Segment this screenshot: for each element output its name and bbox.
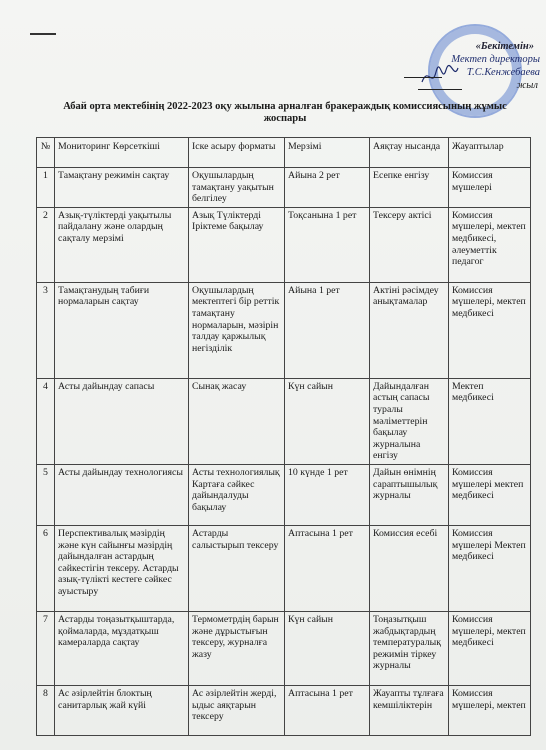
header-format: Іске асыру форматы [189,138,285,168]
row-responsible: Комиссия мүшелері, мектеп [449,685,531,735]
document-title-line2: жоспары [263,113,307,124]
table-row [37,378,531,464]
row-number: 3 [37,282,55,378]
table-row [37,611,531,685]
row-number: 1 [37,168,55,208]
row-responsible: Комиссия мүшелері Мектеп медбикесі [449,525,531,611]
header-indicator: Мониторинг Көрсеткіші [55,138,189,168]
row-completion: Тексеру актісі [370,207,449,282]
table-row [37,525,531,611]
row-indicator: Азық-түліктерді уақытылы пайдалану және олардың сақталу мерзімі [55,207,189,282]
row-completion: Комиссия есебі [370,525,449,611]
row-term: Айына 2 рет [285,168,370,208]
approval-position: Мектеп директоры [451,54,540,65]
approval-title: «Бекітемін» [475,41,534,52]
row-completion: Дайындалған астың сапасы туралы мәліметтерін бақылау журналына енгізу [370,378,449,464]
row-responsible: Комиссия мүшелері [449,168,531,208]
approval-name: Т.С.Кенжебаева [466,67,540,78]
header-responsible: Жауаптылар [449,138,531,168]
row-responsible: Мектеп медбикесі [449,378,531,464]
row-responsible: Комиссия мүшелері мектеп медбикесі [449,464,531,525]
document-title [40,101,530,125]
table-row [37,464,531,525]
approval-block [400,40,540,92]
plan-table [36,137,531,736]
approval-date: жыл [516,80,538,91]
row-format: Ас әзірлейтін жерді, ыдыс аяқтарын тексеру [189,685,285,735]
row-term: Айына 1 рет [285,282,370,378]
row-term: Күн сайын [285,378,370,464]
row-completion: Есепке енгізу [370,168,449,208]
row-indicator: Асты дайындау технологиясы [55,464,189,525]
header-rule [30,33,56,35]
row-indicator: Тамақтанудың табиғи нормаларын сақтау [55,282,189,378]
row-format: Сынақ жасау [189,378,285,464]
row-number: 5 [37,464,55,525]
row-term: 10 күнде 1 рет [285,464,370,525]
row-number: 8 [37,685,55,735]
row-completion: Дайын өнімнің сараптышылық журналы [370,464,449,525]
row-indicator: Ас әзірлейтін блоктың санитарлық жай күйі [55,685,189,735]
row-responsible: Комиссия мүшелері, мектеп медбикесі, әлеуметтік педагог [449,207,531,282]
row-term: Тоқсанына 1 рет [285,207,370,282]
table-row [37,685,531,735]
table-header-row [37,138,531,168]
row-format: Азық Түліктерді Іріктеме бақылау [189,207,285,282]
row-format: Асты технологиялық Картаға сәйкес дайындалуды бақылау [189,464,285,525]
row-indicator: Тамақтану режимін сақтау [55,168,189,208]
row-number: 7 [37,611,55,685]
document-title-line1: Абай орта мектебінің 2022-2023 оқу жылына арналған бракераждық комиссиясының жұмыс [63,101,507,112]
row-format: Астарды салыстырып тексеру [189,525,285,611]
row-term: Аптасына 1 рет [285,685,370,735]
header-number: № [37,138,55,168]
row-number: 2 [37,207,55,282]
row-format: Оқушылардың тамақтану уақытын белгілеу [189,168,285,208]
row-completion: Тоңазытқыш жабдықтардың температуралық режимін тіркеу журналы [370,611,449,685]
header-term: Мерзімі [285,138,370,168]
row-term: Аптасына 1 рет [285,525,370,611]
row-number: 4 [37,378,55,464]
row-format: Оқушылардың мектептегі бір реттік тамақтану нормаларын, мәзірін талдау қаржылық негізділік [189,282,285,378]
row-number: 6 [37,525,55,611]
row-responsible: Комиссия мүшелері, мектеп медбикесі [449,611,531,685]
row-completion: Актіні рәсімдеу анықтамалар [370,282,449,378]
row-completion: Жауапты тұлғаға кемшіліктерін [370,685,449,735]
table-row [37,282,531,378]
row-indicator: Асты дайындау сапасы [55,378,189,464]
row-responsible: Комиссия мүшелері, мектеп медбикесі [449,282,531,378]
signature-line [404,77,442,78]
row-indicator: Астарды тоңазытқыштарда, қоймаларда, мұздатқыш камераларда сақтау [55,611,189,685]
row-indicator: Перспективалық мәзірдің және күн сайынғы мәзірдің дайындалған астардың сәйкестігін тексеру. Астарды азық-түлікті кестеге сәйкес ауыстыру [55,525,189,611]
row-term: Күн сайын [285,611,370,685]
table-row [37,168,531,208]
table-row [37,207,531,282]
date-line [418,89,462,90]
header-completion: Аяқтау нысанда [370,138,449,168]
row-format: Термометрдің барын және дұрыстығын тексеру, журналға жазу [189,611,285,685]
